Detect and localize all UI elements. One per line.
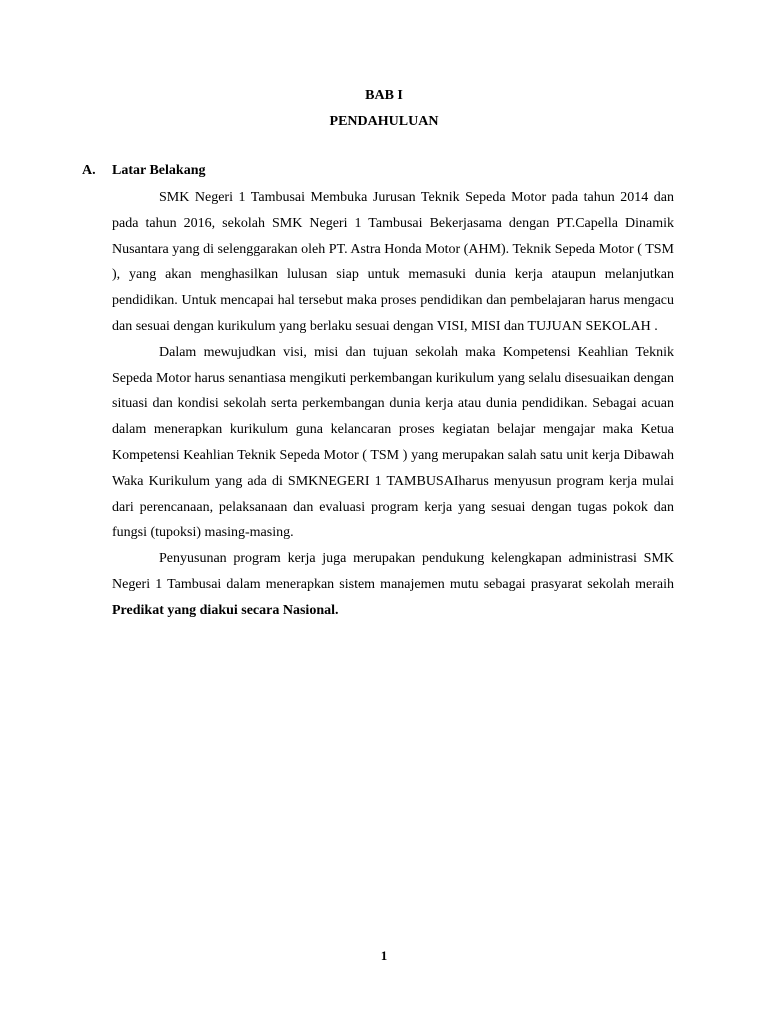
section-heading: [82, 163, 205, 179]
section-title: Latar Belakang: [112, 163, 206, 178]
paragraph-3-bold-text: Predikat yang diakui secara Nasional.: [112, 602, 339, 618]
paragraph-1: [112, 185, 674, 340]
chapter-number: BAB I: [365, 88, 403, 103]
paragraph-1-text: SMK Negeri 1 Tambusai Membuka Jurusan Teknik Sepeda Motor pada tahun 2014 dan pada tahun 2016, sekolah SMK Negeri 1 Tambusai Bekerjasama dengan PT.Capella Dinamik Nusantara yang di selenggarakan oleh PT. Astra Honda Motor (AHM). Teknik Sepeda Motor ( TSM ), yang akan menghasilkan lulusan siap untuk memasuki dunia kerja ataupun melanjutkan pendidikan. Untuk mencapai hal tersebut maka proses pendidikan dan pembelajaran harus mengacu dan sesuai dengan kurikulum yang berlaku sesuai dengan VISI, MISI dan TUJUAN SEKOLAH .: [112, 190, 674, 334]
body-text: [112, 185, 674, 624]
paragraph-2: [112, 340, 674, 546]
paragraph-2-text: Dalam mewujudkan visi, misi dan tujuan sekolah maka Kompetensi Keahlian Teknik Sepeda Motor harus senantiasa mengikuti perkembangan kurikulum yang selalu disesuaikan dengan situasi dan kondisi sekolah serta perkembangan dunia kerja atau dunia pendidikan. Sebagai acuan dalam menerapkan kurikulum guna kelancaran proses kegiatan belajar mengajar maka Ketua Kompetensi Keahlian Teknik Sepeda Motor ( TSM ) yang merupakan salah satu unit kerja Dibawah Waka Kurikulum yang ada di SMKNEGERI 1 TAMBUSAIharus menyusun program kerja mulai dari perencanaan, pelaksanaan dan evaluasi program kerja yang sesuai dengan tugas pokok dan fungsi (tupoksi) masing-masing.: [112, 344, 674, 541]
chapter-title: PENDAHULUAN: [329, 114, 439, 129]
paragraph-3-text: Penyusunan program kerja juga merupakan pendukung kelengkapan administrasi SMK Negeri 1 Tambusai dalam menerapkan sistem manajemen mutu sebagai prasyarat sekolah meraih: [112, 551, 674, 592]
page-number: 1: [380, 948, 388, 963]
section-letter: A.: [82, 163, 96, 178]
paragraph-3: [112, 546, 674, 623]
